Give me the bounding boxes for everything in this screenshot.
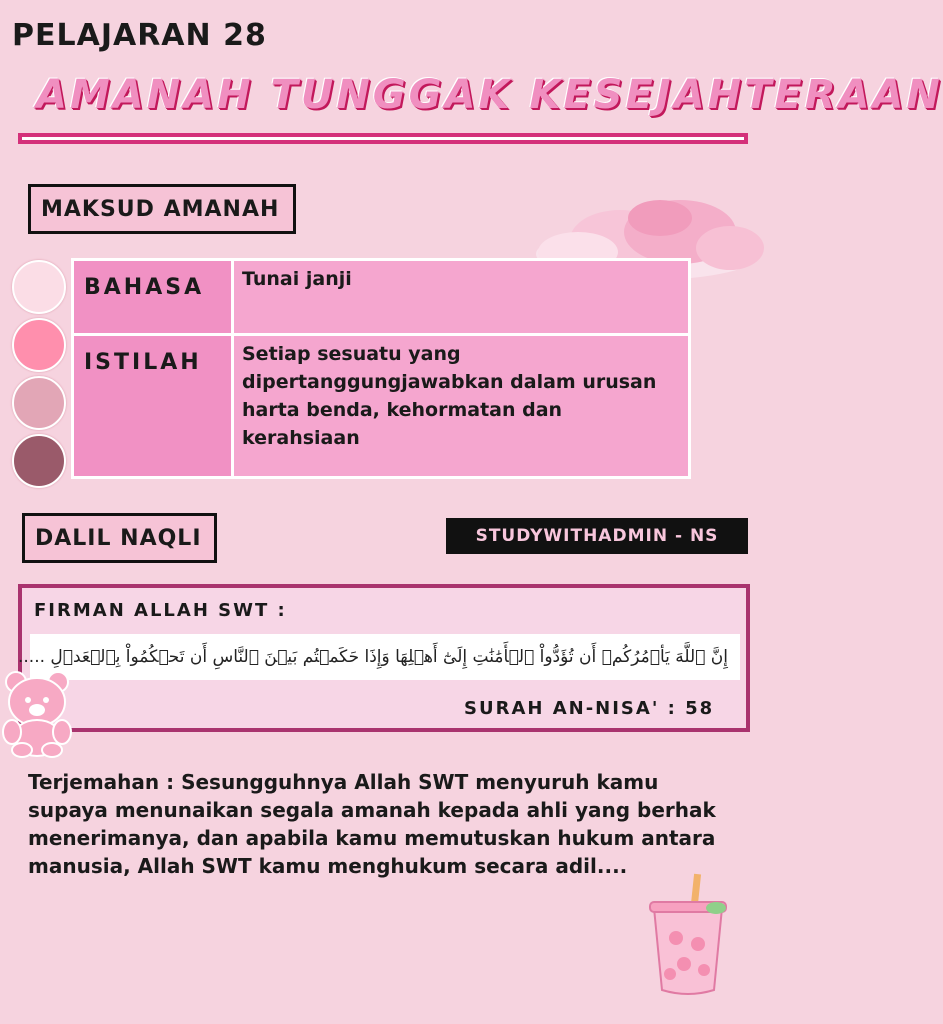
palette-swatch-light bbox=[12, 260, 66, 314]
watermark-banner: STUDYWITHADMIN - NS bbox=[446, 518, 748, 554]
dalil-section-label: DALIL NAQLI bbox=[22, 513, 217, 563]
definition-desc: Setiap sesuatu yang dipertanggungjawabkan dalam urusan harta benda, kehormatan dan kerahsiaan bbox=[233, 335, 690, 478]
translation-text: Terjemahan : Sesungguhnya Allah SWT menyuruh kamu supaya menunaikan segala amanah kepada ahli yang berhak menerimanya, dan apabila kamu memutuskan hukum antara manusia, Allah SWT kamu menghukum secara adil.... bbox=[28, 770, 716, 878]
page-title: AMANAH TUNGGAK KESEJAHTERAAN bbox=[36, 72, 943, 118]
firman-label: FIRMAN ALLAH SWT : bbox=[34, 600, 287, 621]
title-underline bbox=[18, 133, 748, 144]
surah-reference: SURAH AN-NISA' : 58 bbox=[464, 698, 715, 719]
palette-swatch-pink bbox=[12, 318, 66, 372]
definition-row bbox=[73, 260, 690, 335]
palette-swatch-dusty bbox=[12, 376, 66, 430]
palette-swatch-mauve bbox=[12, 434, 66, 488]
definition-row bbox=[73, 335, 690, 478]
definition-desc: Tunai janji bbox=[233, 260, 690, 335]
bubble-tea-icon bbox=[640, 874, 736, 996]
lesson-number: PELAJARAN 28 bbox=[12, 18, 267, 53]
teddy-bear-icon bbox=[0, 670, 74, 758]
definition-term: BAHASA bbox=[73, 260, 233, 335]
arabic-verse-strip bbox=[17, 634, 740, 680]
arabic-verse-text: إِنَّ ٱللَّهَ يَأۡمُرُكُمۡ أَن تُؤَدُّواْ ٱلۡأَمَٰنَٰتِ إِلَىٰٓ أَهۡلِهَا وَإِذَا حَكَمۡتُم بَيۡنَ ٱلنَّاسِ أَن تَحۡكُمُواْ بِٱلۡعَدۡلِ ..... bbox=[17, 647, 728, 667]
definition-term: ISTILAH bbox=[73, 335, 233, 478]
maksud-section-label: MAKSUD AMANAH bbox=[28, 184, 296, 234]
definition-table bbox=[71, 258, 691, 479]
